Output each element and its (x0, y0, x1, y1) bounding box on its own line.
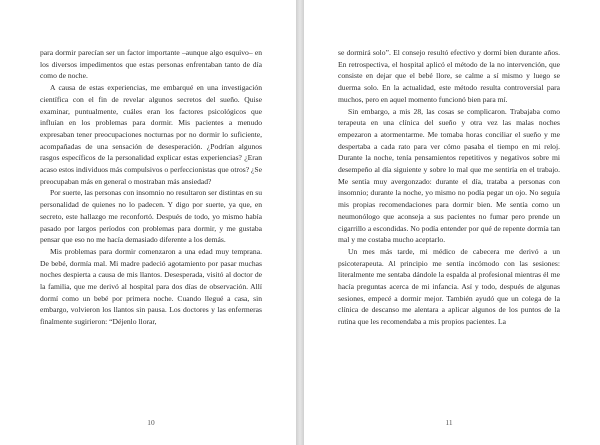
left-page-text (40, 47, 262, 328)
paragraph: Mis problemas para dormir comenzaron a una edad muy temprana. De bebé, dormía mal. Mi madre padeció agotamiento por pasar muchas noches despierta a causa de mis llantos. Desesperada, visitó al doctor de la familia, que me derivó al hospital para dos días de observación. Allí dormí como un bebé por primera noche. Cuando llegué a casa, sin embargo, volvieron los llantos sin pausa. Los doctores y las enfermeras finalmente sugirieron: “Déjenlo llorar, (40, 246, 262, 327)
paragraph: para dormir parecían ser un factor importante –aunque algo esquivo– en los diversos impedimentos que estas personas enfrentaban tanto de día como de noche. (40, 48, 262, 81)
paragraph: Un mes más tarde, mi médico de cabecera me derivó a un psicoterapeuta. Al principio me sentía incómodo con las sesiones: literalmente me sentaba dándole la espalda al profesional mientras él me hacía preguntas acerca de mi infancia. Así y todo, después de algunas sesiones, empecé a dormir mejor. También ayudó que un colega de la clínica de descanso me alentara a aplicar algunos de los puntos de la rutina que les recomendaba a mis propios pacientes. La (338, 246, 560, 327)
paragraph: A causa de estas experiencias, me embarqué en una investigación científica con el fin de revelar algunos secretos del sueño. Quise examinar, puntualmente, cuáles eran los factores psicológicos que influían en los problemas para dormir. Mis pacientes a menudo expresaban tener preocupaciones nocturnas por no dormir lo suficiente, acompañadas de una sensación de desesperación. ¿Podrían algunos rasgos específicos de la personalidad explicar estas experiencias? ¿Eran acaso estos individuos más compulsivos o perfeccionistas que otros? ¿Se preocupaban más en general o mostraban más ansiedad? (40, 83, 262, 186)
paragraph: Por suerte, las personas con insomnio no resultaron ser distintas en su personalidad de quienes no lo padecen. Y digo por suerte, ya que, en secreto, este hallazgo me reconfortó. Después de todo, yo mismo había pasado por largos períodos con problemas para dormir, y me gustaba pensar que eso no me hacía demasiado diferente a los demás. (40, 188, 262, 245)
paragraph: se dormirá solo”. El consejo resultó efectivo y dormí bien durante años. En retrospectiva, el hospital aplicó el método de la no intervención, que consiste en dejar que el bebé llore, se calme a sí mismo y luego se duerma solo. En la actualidad, este método resulta controversial para muchos, pero en aquel momento funcionó bien para mí. (338, 48, 560, 104)
paragraph: Sin embargo, a mis 28, las cosas se complicaron. Trabajaba como terapeuta en una clínica del sueño y otra vez las malas noches empezaron a atormentarme. Me tomaba horas conciliar el sueño y me despertaba a cada rato para ver cómo pasaba el tiempo en mi reloj. Durante la noche, tenía pensamientos repetitivos y negativos sobre mi desempeño al día siguiente y sobre lo mal que me sentiría en el trabajo. Me sentía muy avergonzado: durante el día, trataba a personas con insomnio; durante la noche, yo mismo no podía pegar un ojo. No seguía mis propias recomendaciones para dormir bien. Me sentía como un neumonólogo que aconseja a sus pacientes no fumar pero prende un cigarrillo a escondidas. No podía entender por qué de repente dormía tan mal y me costaba mucho aceptarlo. (338, 106, 560, 245)
right-page-text (338, 47, 560, 328)
left-page (0, 0, 296, 445)
page-number: 11 (445, 418, 453, 427)
right-page (304, 0, 600, 445)
book-gutter (296, 0, 304, 445)
page-number: 10 (147, 418, 155, 427)
